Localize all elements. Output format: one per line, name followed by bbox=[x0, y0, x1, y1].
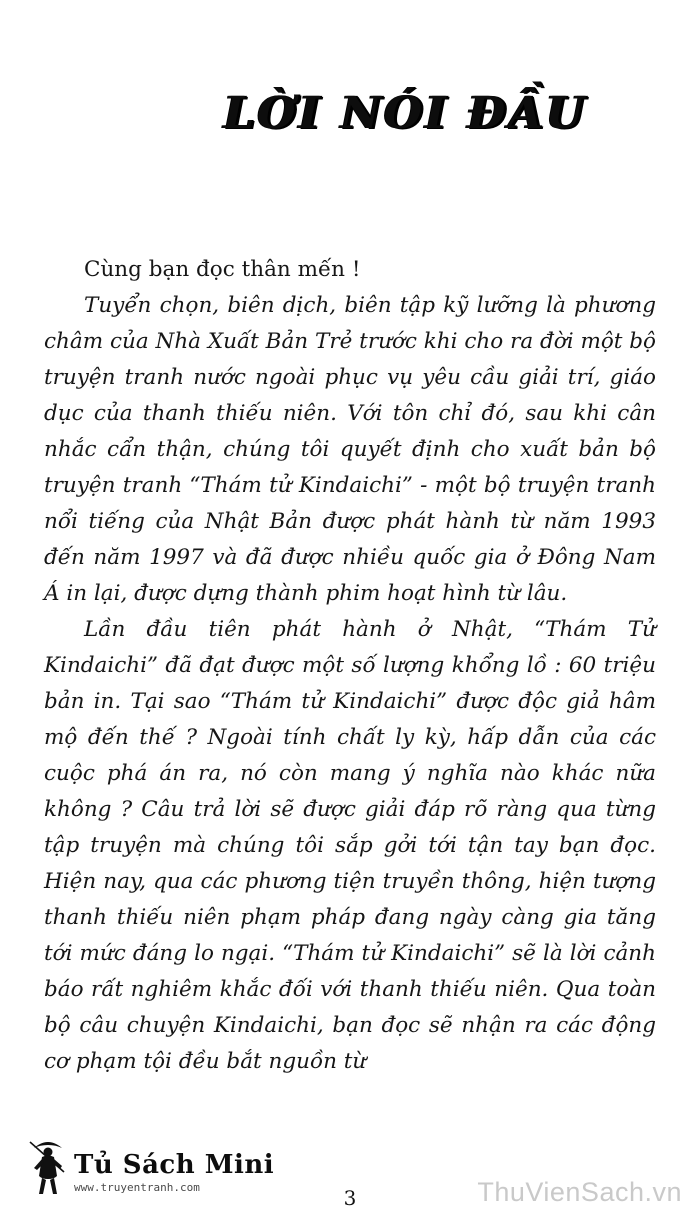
page-number: 3 bbox=[343, 1186, 357, 1210]
watermark: ThuVienSach.vn bbox=[477, 1177, 682, 1207]
page-title: LỜI NÓI ĐẦU bbox=[223, 88, 587, 139]
paragraph-2: Lần đầu tiên phát hành ở Nhật, “Thám Tử Kindaichi” đã đạt được một số lượng khổng lồ : 60 triệu bản in. Tại sao “Thám tử Kindaichi” được độc giả hâm mộ đến thế ? Ngoài tính chất ly kỳ, hấp dẫn của các cuộc phá án ra, nó còn mang ý nghĩa nào khác nữa không ? Câu trả lời sẽ được giải đáp rõ ràng qua từng tập truyện mà chúng tôi sắp gởi tới tận tay bạn đọc. Hiện nay, qua các phương tiện truyền thông, hiện tượng thanh thiếu niên phạm pháp đang ngày càng gia tăng tới mức đáng lo ngại. “Thám tử Kindaichi” sẽ là lời cảnh báo rất nghiêm khắc đối với thanh thiếu niên. Qua toàn bộ câu chuyện Kindaichi, bạn đọc sẽ nhận ra các động cơ phạm tội đều bắt nguồn từ bbox=[44, 617, 656, 1074]
logo-url: www.truyentranh.com bbox=[74, 1181, 200, 1194]
logo-title: Tủ Sách Mini bbox=[74, 1149, 275, 1180]
greeting-line: Cùng bạn đọc thân mến ! bbox=[84, 257, 361, 282]
body-text bbox=[44, 252, 656, 1080]
paragraph-1: Tuyển chọn, biên dịch, biên tập kỹ lưỡng là phương châm của Nhà Xuất Bản Trẻ trước khi cho ra đời một bộ truyện tranh nước ngoài phục vụ yêu cầu giải trí, giáo dục của thanh thiếu niên. Với tôn chỉ đó, sau khi cân nhắc cẩn thận, chúng tôi quyết định cho xuất bản bộ truyện tranh “Thám tử Kindaichi” - một bộ truyện tranh nổi tiếng của Nhật Bản được phát hành từ năm 1993 đến năm 1997 và đã được nhiều quốc gia ở Đông Nam Á in lại, được dựng thành phim hoạt hình từ lâu. bbox=[44, 293, 656, 606]
